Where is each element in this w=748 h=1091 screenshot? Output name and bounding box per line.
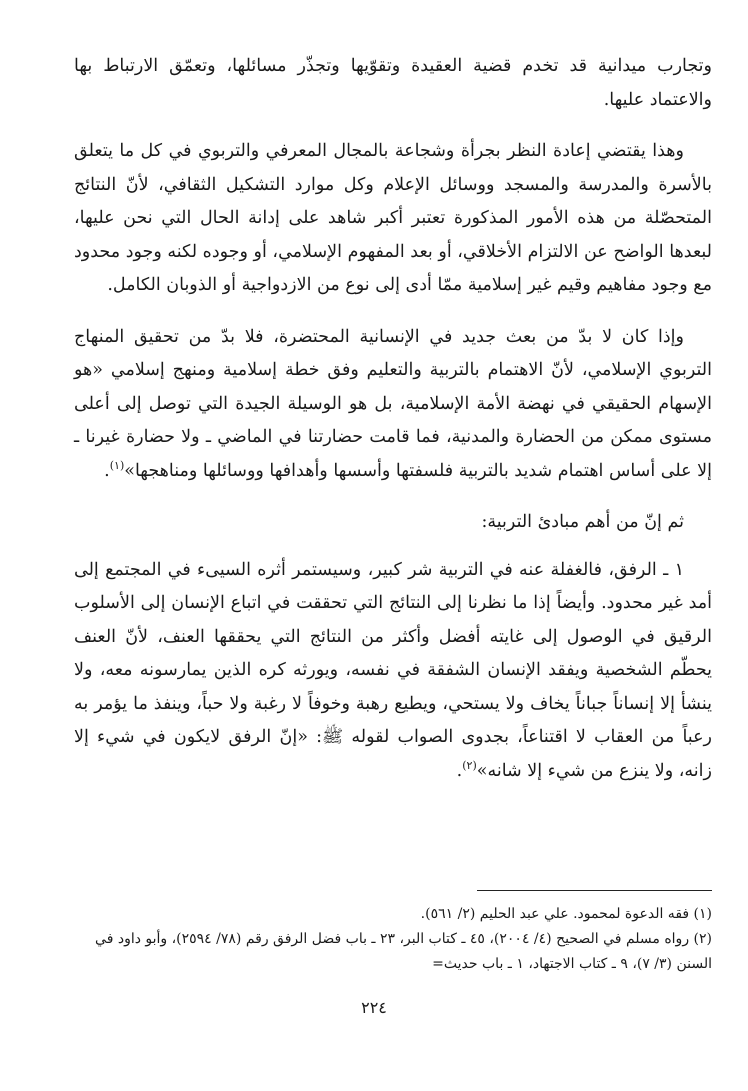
page-number: ٢٢٤	[361, 998, 387, 1017]
paragraph-5: ١ ـ الرفق، فالغفلة عنه في التربية شر كبير، وسيستمر أثره السيىء في المجتمع إلى أمد غير محدود. وأيضاً إذا ما نظرنا إلى النتائج التي تحققت في اتباع الإنسان إلى الأسلوب الرقيق في الوصول إلى غايته أفضل وأكثر من النتائج التي يحققها العنف، لأنّ العنف يحطّم الشخصية ويفقد الإنسان الشفقة في نفسه، ويورثه كره الذين يمارسونه معه، ولا ينشأ إلا إنساناً جباناً يخاف ولا يستحي، ويطيع رهبة وخوفاً لا رغبة ولا حباً، وينفذ ما يؤمر به رعباً من العقاب لا اقتناعاً، بجدوى الصواب لقوله ﷺ: «إنّ الرفق لايكون في شيء إلا زانه، ولا ينزع من شيء إلا شانه»$^{(٢)}$.	[74, 559, 712, 781]
footnote-ref-1: (١)	[109, 458, 125, 472]
paragraph-3-text: وإذا كان لا بدّ من بعث جديد في الإنسانية المحتضرة، فلا بدّ من تحقيق المنهاج التربوي الإسلامي، لأنّ الاهتمام بالتربية والتعليم وفق خطة إسلامية ومنهج إسلامي «هو الإسهام الحقيقي في نهضة الأمة الإسلامية، بل هو الوسيلة الجيدة التي توصل إلى أعلى مستوى ممكن من الحضارة والمدنية، فما قامت حضارتنا في الماضي ـ ولا حضارة غيرنا ـ إلا على أساس اهتمام شديد بالتربية فلسفتها وأسسها وأهدافها ووسائلها ومناهجها»	[74, 326, 712, 481]
footnote-divider	[477, 890, 712, 891]
footnote-1: (١) فقه الدعوة لمحمود. علي عبد الحليم (٢/ ٥٦١).	[420, 906, 712, 922]
footnote-2: (٢) رواه مسلم في الصحيح (٤/ ٢٠٠٤)، ٤٥ ـ كتاب البر، ٢٣ ـ باب فضل الرفق رقم (٧٨/ ٢٥٩٤)، وأبو داود في السنن (٣/ ٧)، ٩ ـ كتاب الاجتهاد، ١ ـ باب حديث=	[95, 931, 712, 972]
paragraph-1-text: وتجارب ميدانية قد تخدم قضية العقيدة وتقوّيها وتجذّر مسائلها، وتعمّق الارتباط بها والاعتماد عليها.	[74, 56, 712, 110]
paragraph-5-text: ١ ـ الرفق، فالغفلة عنه في التربية شر كبير، وسيستمر أثره السيىء في المجتمع إلى أمد غير محدود. وأيضاً إذا ما نظرنا إلى النتائج التي تحققت في اتباع الإنسان إلى الأسلوب الرقيق في الوصول إلى غايته أفضل وأكثر من النتائج التي يحققها العنف، لأنّ العنف يحطّم الشخصية ويفقد الإنسان الشفقة في نفسه، ويورثه كره الذين يمارسونه معه، ولا ينشأ إلا إنساناً جباناً يخاف ولا يستحي، ويطيع رهبة وخوفاً لا رغبة ولا حباً، وينفذ ما يؤمر به رعباً من العقاب لا اقتناعاً، بجدوى الصواب لقوله ﷺ: «إنّ الرفق لايكون في شيء إلا زانه، ولا ينزع من شيء إلا شانه»	[74, 559, 712, 781]
paragraph-1	[74, 50, 712, 117]
paragraph-2	[74, 135, 712, 303]
paragraph-4	[74, 506, 712, 540]
paragraph-3: وإذا كان لا بدّ من بعث جديد في الإنسانية المحتضرة، فلا بدّ من تحقيق المنهاج التربوي الإسلامي، لأنّ الاهتمام بالتربية والتعليم وفق خطة إسلامية ومنهج إسلامي «هو الإسهام الحقيقي في نهضة الأمة الإسلامية، بل هو الوسيلة الجيدة التي توصل إلى أعلى مستوى ممكن من الحضارة والمدنية، فما قامت حضارتنا في الماضي ـ ولا حضارة غيرنا ـ إلا على أساس اهتمام شديد بالتربية فلسفتها وأسسها وأهدافها ووسائلها ومناهجها»$^{(١)}$.	[74, 326, 712, 481]
footnote-ref-2: (٢)	[462, 758, 477, 772]
paragraph-2-text: وهذا يقتضي إعادة النظر بجرأة وشجاعة بالمجال المعرفي والتربوي في كل ما يتعلق بالأسرة والمدرسة والمسجد ووسائل الإعلام وكل موارد التشكيل الثقافي، لأنّ النتائج المتحصّلة من هذه الأمور المذكورة تعتبر أكبر شاهد على إدانة الحال التي نحن عليها، لبعدها الواضح عن الالتزام الأخلاقي، أو بعد المفهوم الإسلامي، أو وجوده لكنه وجود محدود مع وجود مفاهيم وقيم غير إسلامية ممّا أدى إلى نوع من الازدواجية أو الذوبان الكامل.	[74, 141, 712, 295]
page-body	[74, 50, 712, 972]
paragraph-4-text: ثم إنّ من أهم مبادئ التربية:	[481, 512, 684, 532]
footnotes	[74, 902, 712, 977]
